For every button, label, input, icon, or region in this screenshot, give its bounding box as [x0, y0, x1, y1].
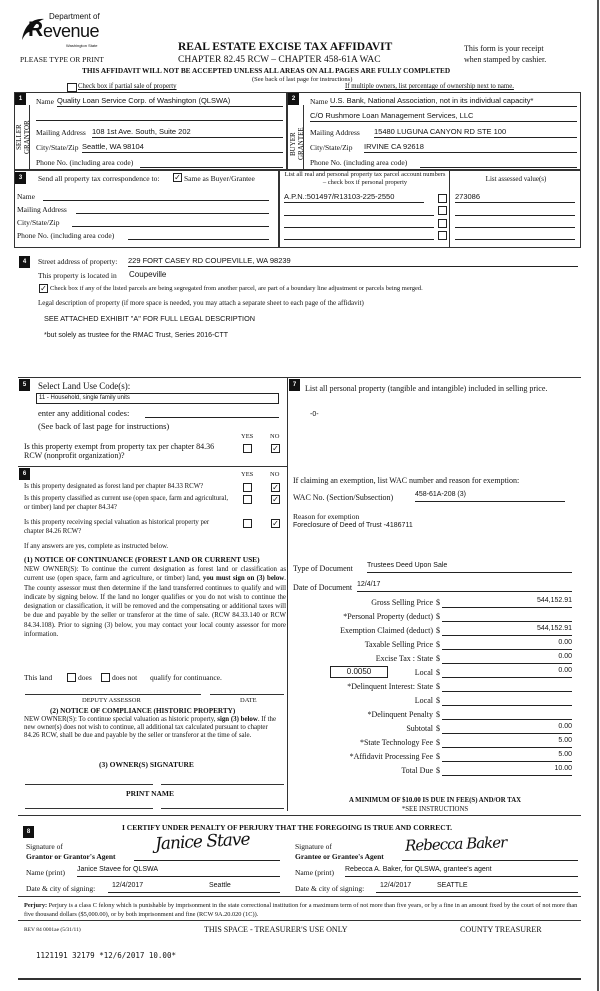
does-not-label: does not [112, 673, 138, 682]
divider-mid [287, 377, 288, 811]
personal-property-label: List all personal property (tangible and intangible) included in selling price. [305, 384, 548, 393]
grantee-city: SEATTLE [437, 882, 468, 889]
grantee-name-field[interactable]: Rebecca A. Baker, for QLSWA, grantee's agent [345, 866, 578, 877]
perjury-notice: Perjury: Perjury is a class C felony which is punishable by imprisonment in the state correctional institution for a maximum term of not more than five years, or by a fine in an amount fixed by the court of not more than five thousand dollars ($5,000.00), or by both imprisonment and fine (RCW 9A.20.020 (1C)). [24, 902, 578, 918]
grantee-sig-label-1: Signature of [295, 842, 332, 851]
corr-city-label: City/State/Zip [17, 218, 60, 227]
grantee-name-label: Name (print) [295, 868, 334, 877]
land-use-select[interactable]: 11 - Household, single family units [36, 393, 279, 404]
logo-initial: R [28, 18, 44, 41]
subtotal-field[interactable]: 0.00 [442, 723, 572, 734]
legal-description-label: Legal description of property (if more space is needed, you may attach a separate sheet to each page of the affidavit) [38, 299, 364, 307]
legal-description-line1[interactable]: SEE ATTACHED EXHIBIT "A" FOR FULL LEGAL DESCRIPTION [44, 314, 256, 323]
land-use-label: Select Land Use Code(s): [38, 381, 131, 391]
seller-city-label: City/State/Zip [36, 143, 79, 152]
corr-city-field[interactable] [72, 218, 269, 227]
affidavit-processing-fee-row: *Affidavit Processing Fee $ 5.00 [349, 751, 572, 761]
minimum-due-note: A MINIMUM OF $10.00 IS DUE IN FEE(S) AND/OR TAX [348, 797, 522, 804]
personal-property-deduct-row: *Personal Property (deduct) $ [290, 612, 575, 624]
grantee-date: 12/4/2017 [380, 882, 412, 889]
buyer-phone-field[interactable] [420, 157, 577, 168]
state-technology-fee-field[interactable]: 5.00 [442, 737, 572, 748]
treasurer-stamp: 1121191 32179 *12/6/2017 10.00* [36, 951, 176, 960]
parcel-number-field[interactable] [284, 230, 434, 240]
assessed-value-field[interactable] [455, 218, 575, 228]
buyer-phone-label: Phone No. (including area code) [310, 158, 408, 167]
current-use-yes-checkbox[interactable] [243, 495, 252, 504]
located-label: This property is located in [38, 271, 117, 280]
see-back-label: (See back of last page for instructions) [38, 421, 170, 431]
buyer-name-field[interactable]: U.S. Bank, National Association, not in its individual capacity* [330, 96, 577, 107]
dor-logo [18, 12, 108, 52]
partial-sale-checkbox[interactable] [67, 83, 77, 92]
personal-property-value[interactable]: -0- [310, 411, 319, 418]
owner-signature-line-2[interactable] [161, 784, 284, 785]
buyer-name-label: Name [310, 97, 328, 106]
exempt-question: Is this property exempt from property tax per chapter 84.36 RCW (nonprofit organization)? [24, 442, 215, 460]
does-checkbox[interactable] [67, 673, 76, 682]
grantor-sig-label-2: Grantor or Grantor's Agent [26, 852, 116, 861]
doc-date-label: Date of Document [293, 583, 353, 592]
excise-tax-local-field[interactable]: 0.00 [442, 667, 572, 678]
exempt-no-checkbox[interactable]: ✓ [272, 444, 279, 453]
section-2-badge: 2 [288, 93, 299, 105]
forest-yes-checkbox[interactable] [243, 483, 252, 492]
exemption-claimed-row: Exemption Claimed (deduct) $ 544,152.91 [340, 625, 572, 635]
logo-revenue: evenue [43, 21, 100, 41]
form-chapter: CHAPTER 82.45 RCW – CHAPTER 458-61A WAC [178, 55, 381, 65]
qualify-label: qualify for continuance. [150, 673, 222, 682]
grantor-signature: Janice Stave [154, 829, 251, 855]
owner-signature-line-1[interactable] [25, 784, 153, 785]
buyer-city-label: City/State/Zip [310, 143, 353, 152]
same-as-buyer-label: Same as Buyer/Grantee [184, 174, 255, 183]
personal-property-checkbox[interactable] [438, 206, 447, 215]
assessed-value-field[interactable]: 273086 [455, 192, 575, 203]
doc-type-field[interactable]: Trustees Deed Upon Sale [367, 562, 572, 573]
parcel-number-field[interactable]: A.P.N.:501497/R13103-225-2550 [284, 192, 424, 203]
seller-phone-field[interactable] [140, 157, 283, 168]
corr-mailing-label: Mailing Address [17, 205, 67, 214]
personal-property-checkbox[interactable] [438, 231, 447, 240]
seller-mailing-label: Mailing Address [36, 128, 86, 137]
excise-tax-state-row: Excise Tax : State $ 0.00 [375, 653, 572, 663]
receipt-note-2: when stamped by cashier. [464, 55, 547, 64]
assessed-value-field[interactable] [455, 206, 575, 216]
buyer-name-line2[interactable]: C/O Rushmore Loan Management Services, LLC [310, 111, 577, 122]
seller-mailing-field[interactable]: 108 1st Ave. South, Suite 202 [92, 127, 283, 138]
notice-compliance-text: NEW OWNER(S): To continue special valuation as historic property, sign (3) below. If the new owner(s) does not wish to continue, all additional tax calculated pursuant to chapter 84.26 RCW, shall be due and payable by the seller or transferor at the time of sale. [24, 716, 277, 740]
exemption-claimed-field[interactable]: 544,152.91 [442, 625, 572, 636]
grantor-date-label: Date & city of signing: [26, 884, 96, 893]
buyer-mailing-field[interactable]: 15480 LUGUNA CANYON RD STE 100 [374, 127, 577, 138]
form-title: REAL ESTATE EXCISE TAX AFFIDAVIT [178, 41, 393, 53]
seller-side-label: SELLER GRANTOR [15, 120, 31, 154]
subtotal-row: Subtotal $ 0.00 [406, 723, 572, 733]
section-1-badge: 1 [15, 93, 26, 105]
deputy-date-line[interactable] [210, 694, 284, 695]
grantor-name-label: Name (print) [26, 868, 65, 877]
if-any-yes-note: If any answers are yes, complete as instructed below. [24, 543, 169, 550]
corr-phone-field[interactable] [128, 231, 269, 240]
section-7-badge: 7 [289, 379, 300, 391]
corr-phone-label: Phone No. (including area code) [17, 231, 115, 240]
page-right-edge [597, 0, 599, 991]
segregated-label: Check box if any of the listed parcels are being segregated from another parcel, are part of a boundary line adjustment or parcels being merged. [50, 285, 423, 292]
affidavit-processing-fee-field[interactable]: 5.00 [442, 751, 572, 762]
seller-name-line2[interactable] [36, 112, 283, 121]
seller-city-field[interactable]: Seattle, WA 98104 [82, 142, 283, 153]
grantee-sig-label-2: Grantee or Grantee's Agent [295, 852, 384, 861]
section-8-badge: 8 [23, 826, 34, 838]
deputy-assessor-line[interactable] [25, 694, 201, 695]
personal-property-checkbox[interactable] [438, 219, 447, 228]
delinquent-interest-state-field[interactable] [442, 681, 572, 692]
warning-banner: THIS AFFIDAVIT WILL NOT BE ACCEPTED UNLESS ALL AREAS ON ALL PAGES ARE FULLY COMPLETED [82, 66, 451, 75]
corr-name-field[interactable] [43, 192, 269, 201]
current-use-question: Is this property classified as current use (open space, farm and agricultural, or timber) land per chapter 84.34? [24, 495, 229, 511]
this-land-label: This land [24, 673, 53, 682]
taxable-selling-price-row: Taxable Selling Price $ 0.00 [364, 639, 572, 649]
historic-yes-checkbox[interactable] [243, 519, 252, 528]
buyer-side-label: BUYER GRANTEE [289, 127, 305, 161]
certify-statement: I CERTIFY UNDER PENALTY OF PERJURY THAT THE FOREGOING IS TRUE AND CORRECT. [122, 823, 453, 832]
see-instructions-note: *SEE INSTRUCTIONS [401, 806, 469, 813]
notice-continuance-text: NEW OWNER(S): To continue the current designation as forest land or classification as current use (open space, farm and agriculture, or timber) land, you must sign on (3) below. The county assessor must then determine if the land transferred continues to qualify and will indicate by signing below. If the land no longer qualifies or you do not wish to continue the designation or classification, it will be removed and the compensating or additional taxes will be due and payable by the seller or transferor at the time of sale. (RCW 84.33.140 or RCW 84.34.108). Prior to signing (3) below, you may contact your local county assessor for more information. [24, 566, 287, 639]
deputy-date-label: DATE [240, 697, 257, 704]
same-as-buyer-checkbox[interactable]: ✓ [174, 173, 181, 182]
historic-no-checkbox[interactable]: ✓ [272, 519, 279, 528]
multiple-owners-note: If multiple owners, list percentage of ownership next to name. [345, 83, 514, 90]
logo-state: Washington State [66, 43, 98, 48]
delinquent-interest-local-field[interactable] [442, 695, 572, 706]
total-due-field[interactable]: 10.00 [442, 765, 572, 776]
notice-compliance-title: (2) NOTICE OF COMPLIANCE (HISTORIC PROPERTY) [50, 707, 236, 715]
logo-dept: Department of [49, 12, 100, 21]
gross-selling-price-field[interactable]: 544,152.91 [442, 597, 572, 608]
print-name-line-1[interactable] [25, 808, 153, 809]
no-header-6: NO [270, 471, 280, 478]
print-name-line-2[interactable] [161, 808, 284, 809]
wac-field[interactable]: 458-61A-208 (3) [415, 491, 565, 502]
yes-header-6: YES [241, 471, 254, 478]
please-type: PLEASE TYPE OR PRINT [20, 55, 104, 64]
taxable-selling-price-field[interactable]: 0.00 [442, 639, 572, 650]
legal-description-line2[interactable]: *but solely as trustee for the RMAC Trust, Series 2016-CTT [44, 332, 229, 339]
current-use-no-checkbox[interactable]: ✓ [272, 495, 279, 504]
receipt-note-1: This form is your receipt [464, 44, 544, 53]
state-technology-fee-row: *State Technology Fee $ 5.00 [359, 737, 572, 747]
corr-name-label: Name [17, 192, 35, 201]
grantee-date-label: Date & city of signing: [295, 884, 365, 893]
grantor-sig-label-1: Signature of [26, 842, 63, 851]
seller-name-field[interactable]: Quality Loan Service Corp. of Washington (QLSWA) [57, 96, 283, 107]
doc-date-field[interactable]: 12/4/17 [357, 581, 572, 592]
owner-signature-label: (3) OWNER(S) SIGNATURE [99, 760, 194, 769]
delinquent-penalty-row: *Delinquent Penalty $ [290, 710, 575, 722]
section-4-badge: 4 [19, 256, 30, 268]
seller-name-label: Name [36, 97, 54, 106]
exempt-yes-checkbox[interactable] [243, 444, 252, 453]
treasurer-use-label: THIS SPACE - TREASURER'S USE ONLY [204, 925, 348, 934]
parcel-number-field[interactable] [284, 218, 434, 228]
wac-label: WAC No. (Section/Subsection) [293, 493, 394, 502]
print-name-label: PRINT NAME [126, 789, 174, 798]
reason-label: Reason for exemption [293, 512, 360, 521]
rev-code: REV 84 0001ae (5/31/11) [24, 927, 81, 933]
gross-selling-price-row: Gross Selling Price $ 544,152.91 [371, 597, 572, 607]
reason-field[interactable]: Foreclosure of Deed of Trust -4186711 [293, 522, 413, 529]
delinquent-interest-state-row: *Delinquent Interest: State $ [290, 682, 575, 694]
personal-property-checkbox[interactable] [438, 194, 447, 203]
forest-no-checkbox[interactable]: ✓ [272, 483, 279, 492]
parcels-header: List all real and personal property tax parcel account numbers – check box if personal property [284, 171, 446, 186]
tax-rate-box[interactable]: 0.0050 [330, 666, 388, 678]
correspondence-label: Send all property tax correspondence to: [38, 174, 160, 183]
buyer-city-field[interactable]: IRVINE CA 92618 [364, 142, 577, 153]
divider-section-8 [18, 815, 581, 816]
section-6-badge: 6 [19, 468, 30, 480]
does-not-checkbox[interactable] [101, 673, 110, 682]
street-label: Street address of property: [38, 257, 118, 266]
buyer-mailing-label: Mailing Address [310, 128, 360, 137]
personal-property-deduct-field[interactable] [442, 611, 572, 622]
notice-continuance-title: (1) NOTICE OF CONTINUANCE (FOREST LAND OR CURRENT USE) [24, 555, 260, 564]
partial-sale-label: Check box if partial sale of property [78, 83, 177, 90]
county-treasurer-label: COUNTY TREASURER [460, 925, 542, 934]
no-header-5: NO [270, 433, 280, 440]
forest-question: Is this property designated as forest land per chapter 84.33 RCW? [24, 483, 204, 490]
located-value[interactable]: Coupeville [129, 270, 167, 279]
historic-question: Is this property receiving special valuation as historical property per chapter 84.26 RCW? [24, 519, 210, 535]
deputy-assessor-label: DEPUTY ASSESSOR [82, 697, 141, 704]
section-3-badge: 3 [15, 172, 26, 184]
see-back-instructions: (See back of last page for instructions) [252, 76, 353, 83]
excise-tax-state-field[interactable]: 0.00 [442, 653, 572, 664]
seller-phone-label: Phone No. (including area code) [36, 158, 134, 167]
grantor-date: 12/4/2017 [112, 882, 144, 889]
yes-header-5: YES [241, 433, 254, 440]
parcel-number-field[interactable] [284, 206, 434, 216]
does-label: does [78, 673, 92, 682]
excise-tax-local-row: 0.0050 Local $ 0.00 [290, 668, 575, 680]
section-5-badge: 5 [19, 379, 30, 391]
total-due-row: Total Due $ 10.00 [401, 765, 572, 775]
additional-codes-label: enter any additional codes: [38, 408, 130, 418]
delinquent-interest-local-row: Local $ [290, 696, 575, 708]
corr-mailing-field[interactable] [76, 205, 269, 214]
divider-top-5-7 [18, 377, 581, 378]
grantor-name-field[interactable]: Janice Stavee for QLSWA [77, 866, 280, 877]
street-field[interactable]: 229 FORT CASEY RD COUPEVILLE, WA 98239 [128, 256, 578, 267]
additional-codes-field[interactable] [145, 408, 279, 418]
exemption-label: If claiming an exemption, list WAC number and reason for exemption: [293, 476, 520, 485]
delinquent-penalty-field[interactable] [442, 709, 572, 720]
grantee-signature: Rebecca Baker [404, 833, 507, 855]
grantor-city: Seattle [209, 882, 231, 889]
assessed-header: List assessed value(s) [485, 175, 547, 183]
doc-type-label: Type of Document [293, 564, 353, 573]
assessed-value-field[interactable] [455, 230, 575, 240]
segregated-checkbox[interactable]: ✓ [40, 284, 47, 293]
